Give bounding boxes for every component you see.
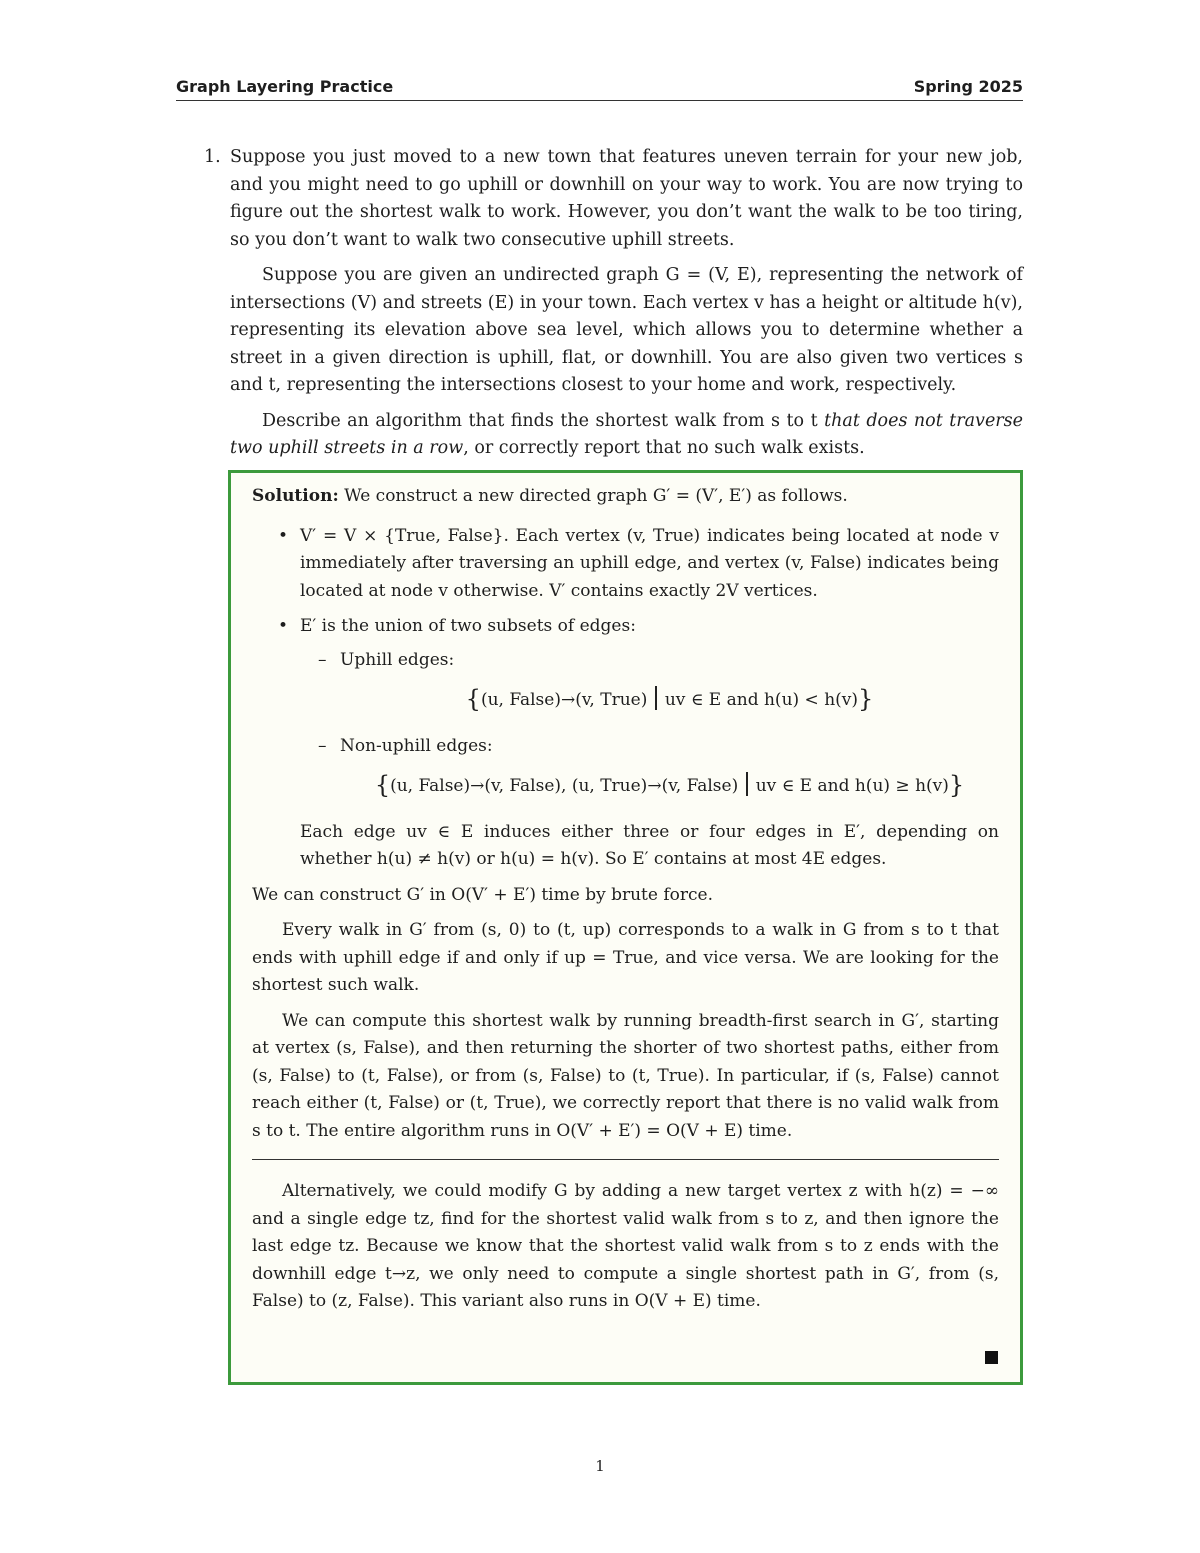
definition-list [252,523,999,874]
construction-time: We can construct G′ in O(V′ + E′) time by brute force. [252,884,713,905]
edge-count-note: Each edge uv ∈ E induces either three or four edges in E′, depending on whether h(u) ≠ h(v) or h(u) = h(v). So E′ contains at most 4E edges. [300,821,999,869]
bullet-icon: • [278,616,289,636]
bullet-icon: • [278,525,289,546]
list-item [252,523,999,606]
header-term: Spring 2025 [913,77,1023,96]
walk-correspondence: Every walk in G′ from (s, 0) to (t, up) corresponds to a walk in G from s to t that ends with uphill edge if and only if up = True, and vice versa. We are looking for the shortest such walk. [252,920,999,995]
list-item [300,733,999,801]
alternative-paragraph: Alternatively, we could modify G by adding a new target vertex z with h(z) = −∞ and a single edge tz, find for the shortest valid walk from s to z, and then ignore the last edge tz. Because we know that the shortest valid walk from s to z ends with the downhill edge t→z, we only need to compute a single shortest path in G′, from (s, False) to (z, False). This variant also runs in O(V + E) time. [252,1181,999,1311]
bfs-paragraph: We can compute this shortest walk by running breadth-first search in G′, starting at vertex (s, False), and then returning the shorter of two shortest paths, either from (s, False) to (t, False), or from (s, False) to (t, True). In particular, if (s, False) cannot reach either (t, False) or (t, True), we correctly report that there is no valid walk from s to t. The entire algorithm runs in O(V′ + E′) = O(V + E) time. [252,1010,999,1141]
problem-paragraph-2: Suppose you are given an undirected graph G = (V, E), representing the network of intersections (V) and streets (E) in your town. Each vertex v has a height or altitude h(v), representing its elevation above sea level, which allows you to determine whether a street in a given direction is uphill, flat, or downhill. You are also given two vertices s and t, representing the intersections closest to your home and work, respectively. [230,265,1023,395]
solution-box [228,470,1023,1385]
list-item [300,647,999,715]
problem-paragraph-3-end: , or correctly report that no such walk exists. [463,438,865,458]
problem-paragraph-3 [230,408,1023,463]
problem-number: 1. [204,147,221,167]
problem-paragraph-3-start: Describe an algorithm that finds the shortest walk from s to t [262,410,825,431]
dash-icon: – [318,735,327,756]
non-uphill-set-right: uv ∈ E and h(u) ≥ h(v) [755,776,949,796]
page-number: 1 [595,1457,605,1475]
uphill-edges-set: {(u, False)→(v, True) uv ∈ E and h(u) < h(v)} [465,685,874,713]
problem-paragraph-1: Suppose you just moved to a new town that features uneven terrain for your new job, and you might need to go uphill or downhill on your way to work. You are now trying to figure out the shortest walk to work. However, you don’t want the walk to be too tiring, so you don’t want to walk two consecutive uphill streets. [230,147,1023,250]
uphill-edges-label: Uphill edges: [340,649,455,670]
list-item [252,613,999,874]
solution-intro-line [252,483,999,511]
vertex-set-definition: V′ = V × {True, False}. Each vertex (v, True) indicates being located at node v immediately after traversing an uphill edge, and vertex (v, False) indicates being located at node v otherwise. V′ contains exactly 2V vertices. [300,525,999,601]
problem-paragraph-3-emphasis: that does not traverse two uphill streets in a row [230,410,1023,458]
edge-subset-list [300,647,999,801]
edge-set-definition: E′ is the union of two subsets of edges: [300,616,636,636]
solution-intro: We construct a new directed graph G′ = (V′, E′) as follows. [344,486,848,506]
qed-square-icon [985,1351,998,1364]
divider [252,1159,999,1160]
non-uphill-set-left: (u, False)→(v, False), (u, True)→(v, False) [390,776,739,796]
problem-statement [176,144,1023,471]
dash-icon: – [318,649,327,670]
solution-label: Solution: [252,486,339,506]
header-title: Graph Layering Practice [176,77,394,96]
page-header [176,74,1023,101]
uphill-set-right: uv ∈ E and h(u) < h(v) [664,690,859,710]
uphill-set-left: (u, False)→(v, True) [480,690,648,710]
non-uphill-edges-set: {(u, False)→(v, False), (u, True)→(v, False) uv ∈ E and h(u) ≥ h(v)} [374,771,965,799]
non-uphill-edges-label: Non-uphill edges: [340,735,493,756]
